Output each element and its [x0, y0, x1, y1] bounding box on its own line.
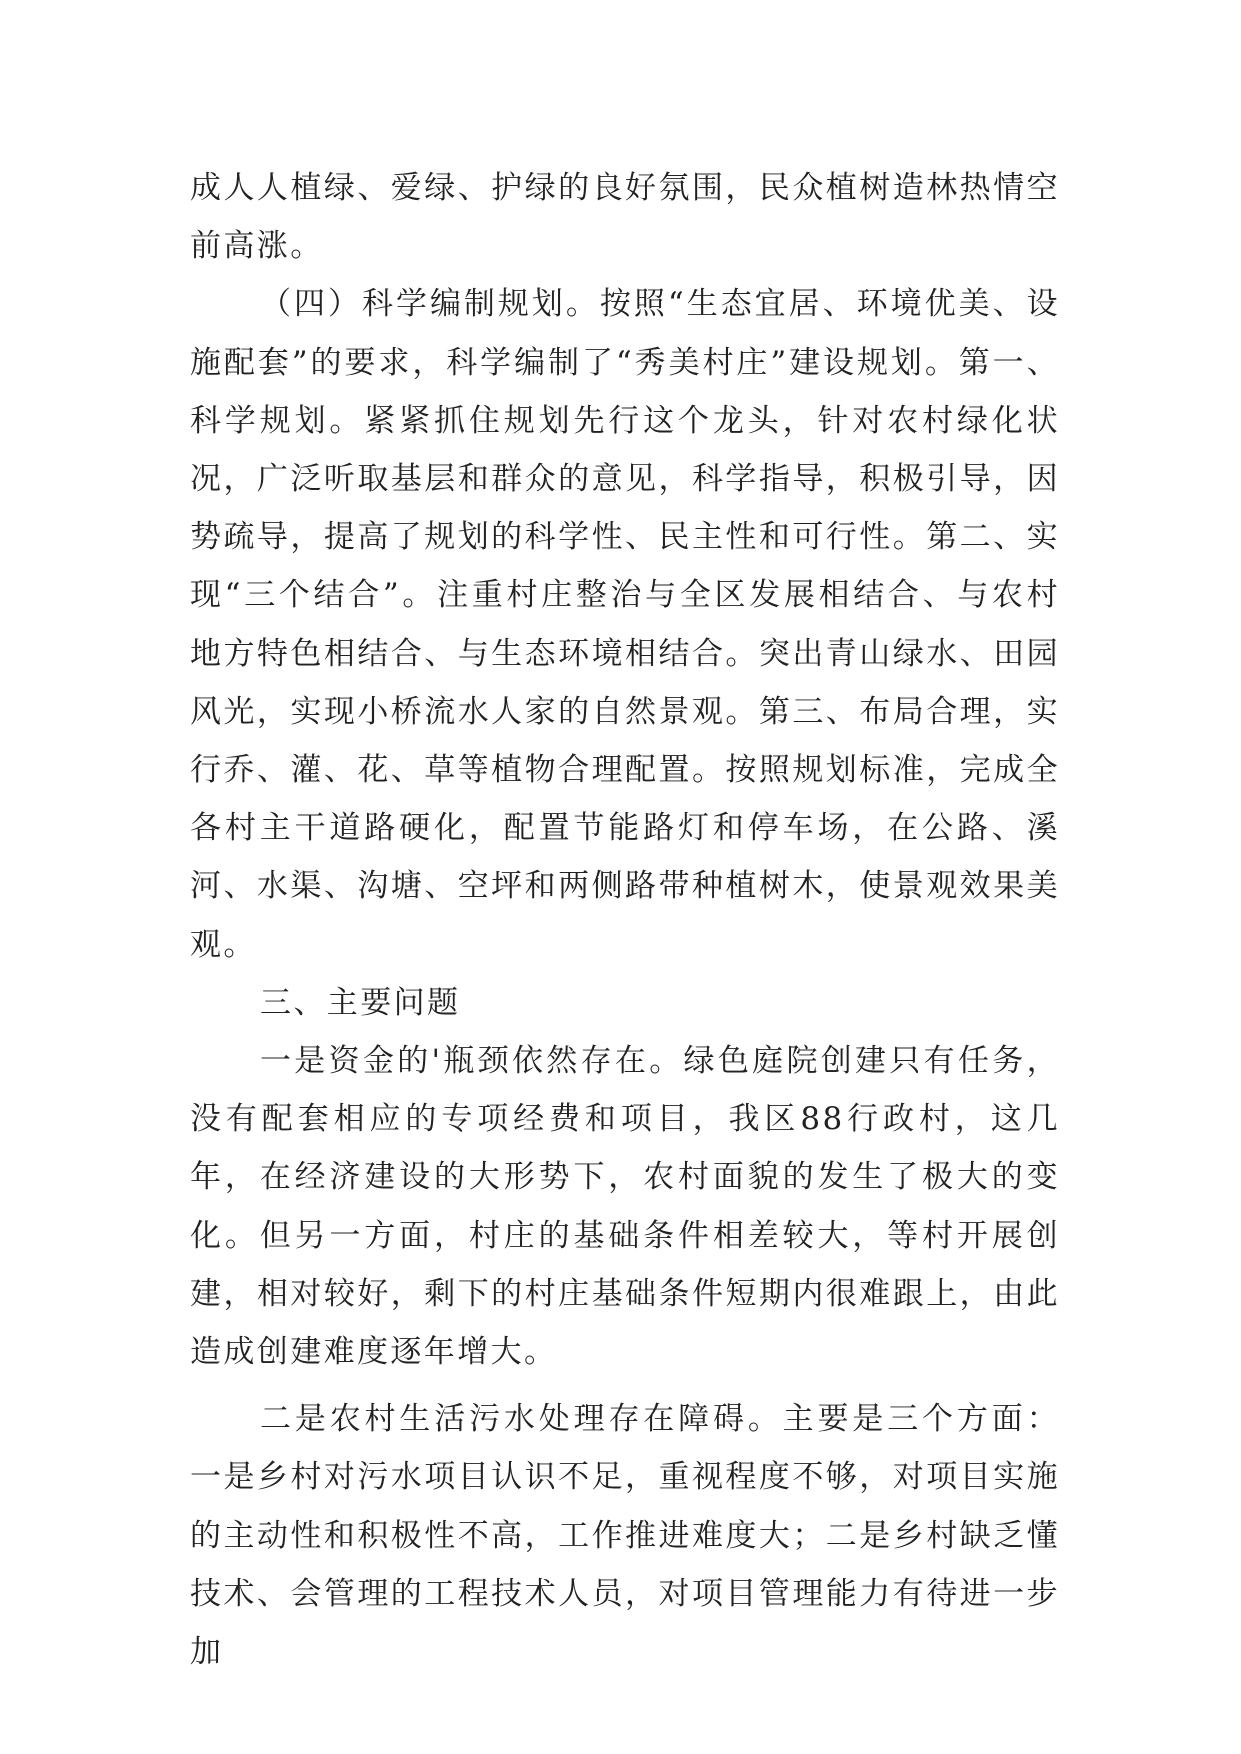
paragraph-problem-one: 一是资金的'瓶颈依然存在。绿色庭院创建只有任务，没有配套相应的专项经费和项目，我区88行政村，这几年，在经济建设的大形势下，农村面貌的发生了极大的变化。但另一方面，村庄的基础条件相差较大，等村开展创建，相对较好，剩下的村庄基础条件短期内很难跟上，由此造成创建难度逐年增大。 — [190, 1043, 1060, 1371]
paragraph-continued: 成人人植绿、爱绿、护绿的良好氛围，民众植树造林热情空前高涨。 — [190, 170, 1060, 265]
paragraph-problem-two: 二是农村生活污水处理存在障碍。主要是三个方面：一是乡村对污水项目认识不足，重视程度不够，对项目实施的主动性和积极性不高，工作推进难度大；二是乡村缺乏懂技术、会管理的工程技术人员，对项目管理能力有待进一步加 — [190, 1401, 1060, 1671]
document-body — [190, 159, 1060, 1681]
section-heading-main-problems: 三、主要问题 — [260, 984, 461, 1021]
paragraph-section-four: （四）科学编制规划。按照“生态宜居、环境优美、设施配套”的要求，科学编制了“秀美村庄”建设规划。第一、科学规划。紧紧抓住规划先行这个龙头，针对农村绿化状况，广泛听取基层和群众的意见，科学指导，积极引导，因势疏导，提高了规划的科学性、民主性和可行性。第二、实现“三个结合”。注重村庄整治与全区发展相结合、与农村地方特色相结合、与生态环境相结合。突出青山绿水、田园风光，实现小桥流水人家的自然景观。第三、布局合理，实行乔、灌、花、草等植物合理配置。按照规划标准，完成全各村主干道路硬化，配置节能路灯和停车场，在公路、溪河、水渠、沟塘、空坪和两侧路带种植树木，使景观效果美观。 — [190, 286, 1060, 963]
